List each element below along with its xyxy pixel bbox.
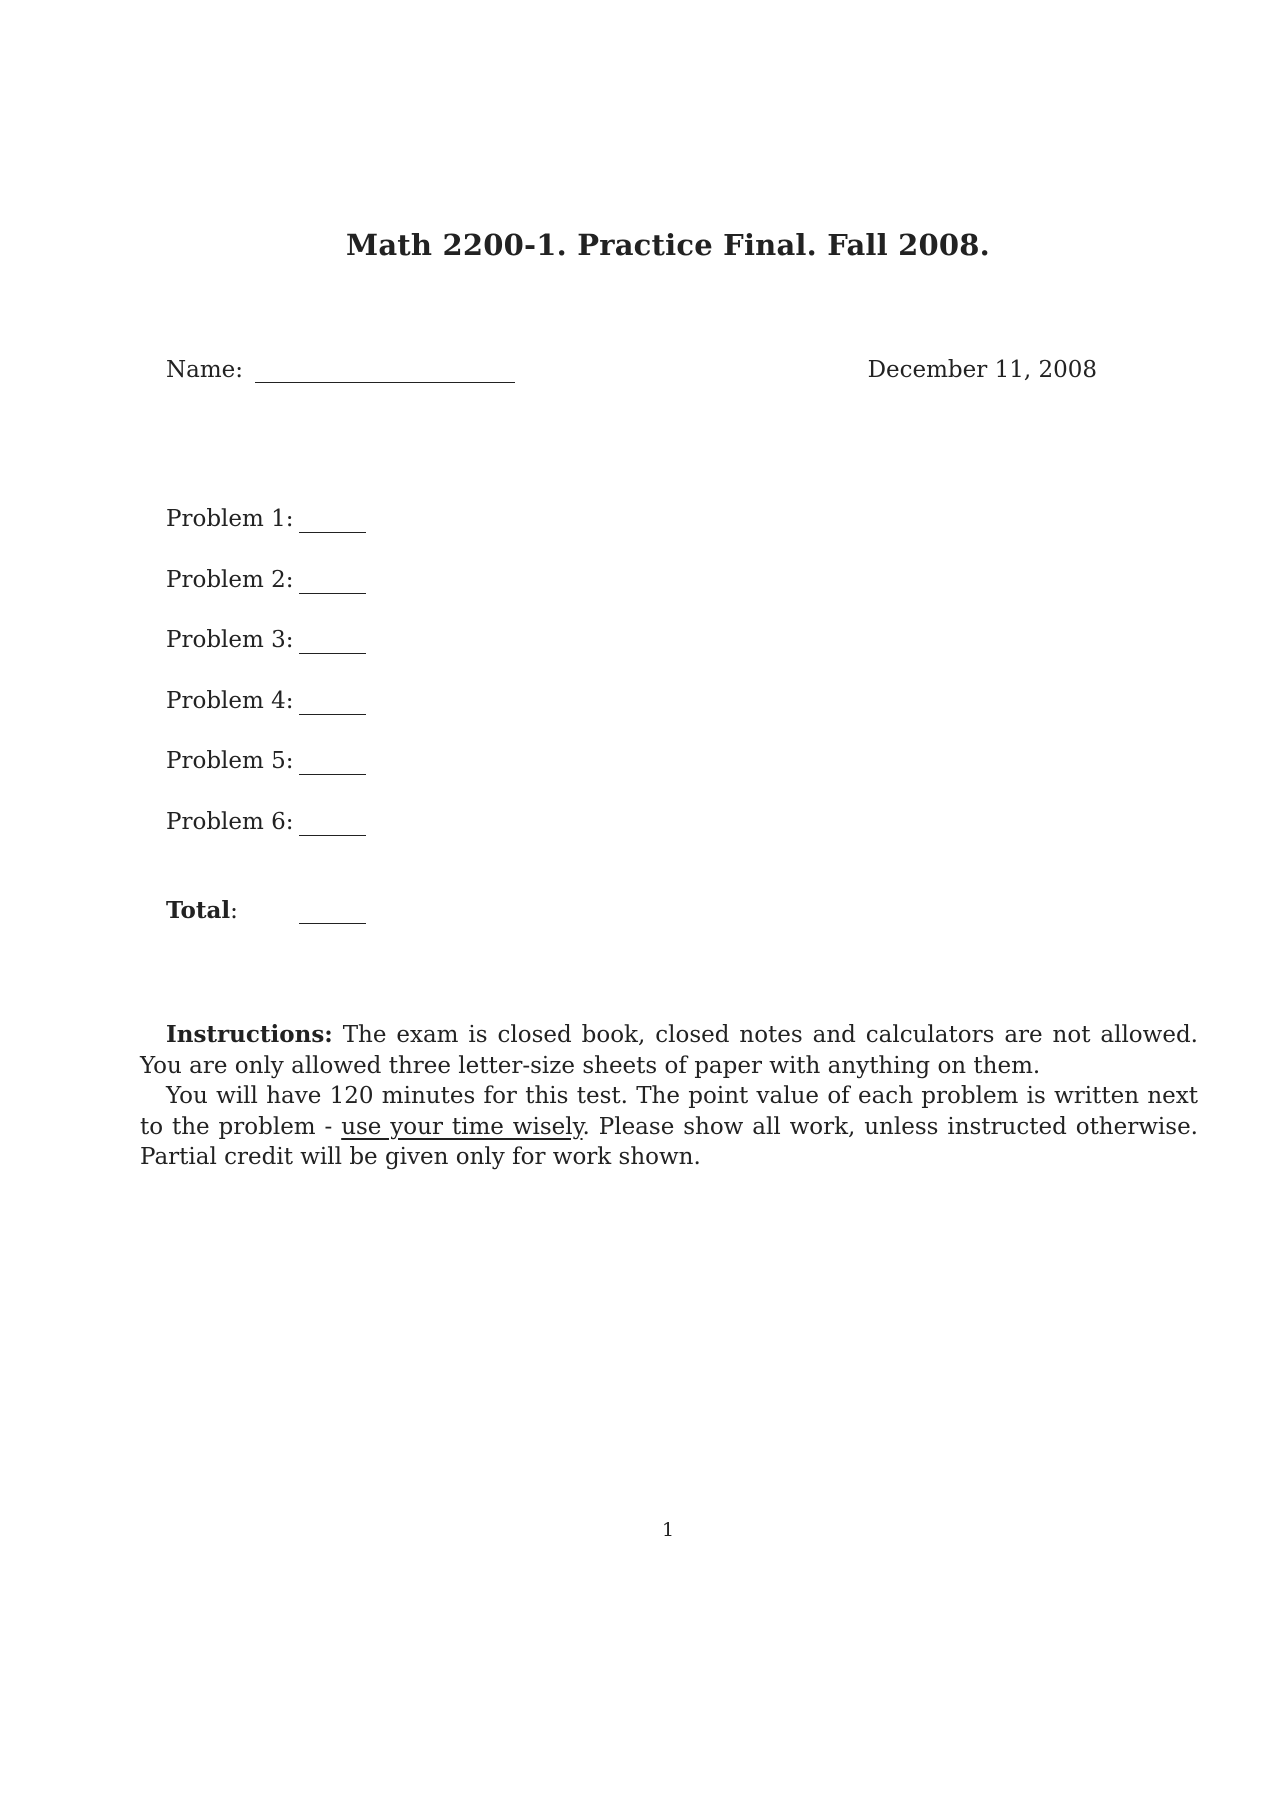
problem-label: Problem 2: [166,566,294,593]
instructions-lead: Instructions: [166,1021,333,1048]
score-blank-line [299,688,366,715]
problem-score-list [166,506,366,869]
problem-score-row [166,567,366,628]
problem-label: Problem 1: [166,506,294,532]
problem-score-row [166,748,366,809]
problem-label: Problem 3: [166,627,294,653]
instructions-block [140,1020,1198,1173]
total-blank-line [299,897,366,924]
instructions-para2-after: . Please show all work, unless instructed otherwise. Partial credit will be given only for work shown. [140,1113,1198,1170]
instructions-para1-text: The exam is closed book, closed notes and calculators are not allowed. You are only allowed three letter-size sheets of paper with anything on them. [140,1022,1198,1079]
instructions-para2-before: You will have 120 minutes for this test. The point value of each problem is written next to the problem - [140,1083,1198,1140]
problem-label: Problem 6: [166,808,294,835]
total-label-colon: : [230,898,238,924]
score-blank-line [299,748,366,775]
total-label [166,897,299,924]
instructions-underlined-phrase: use your time wisely [341,1113,583,1140]
score-blank-line [299,567,366,594]
problem-label: Problem 4: [166,687,294,714]
instructions-paragraph-1 [140,1020,1198,1081]
problem-score-row [166,627,366,688]
page-number: 1 [661,1519,675,1541]
total-label-bold: Total [166,897,231,924]
instructions-paragraph-2 [140,1081,1198,1173]
name-label: Name: [166,357,244,383]
problem-score-row [166,809,366,870]
problem-score-row [166,688,366,749]
score-blank-line [299,809,366,836]
name-blank-line [255,358,515,383]
name-field-row [166,357,515,383]
exam-date: December 11, 2008 [867,357,1097,383]
page-title: Math 2200-1. Practice Final. Fall 2008. [346,228,990,262]
total-score-row [166,897,366,924]
score-blank-line [299,506,366,533]
problem-label: Problem 5: [166,748,294,774]
score-blank-line [299,627,366,654]
problem-score-row [166,506,366,567]
